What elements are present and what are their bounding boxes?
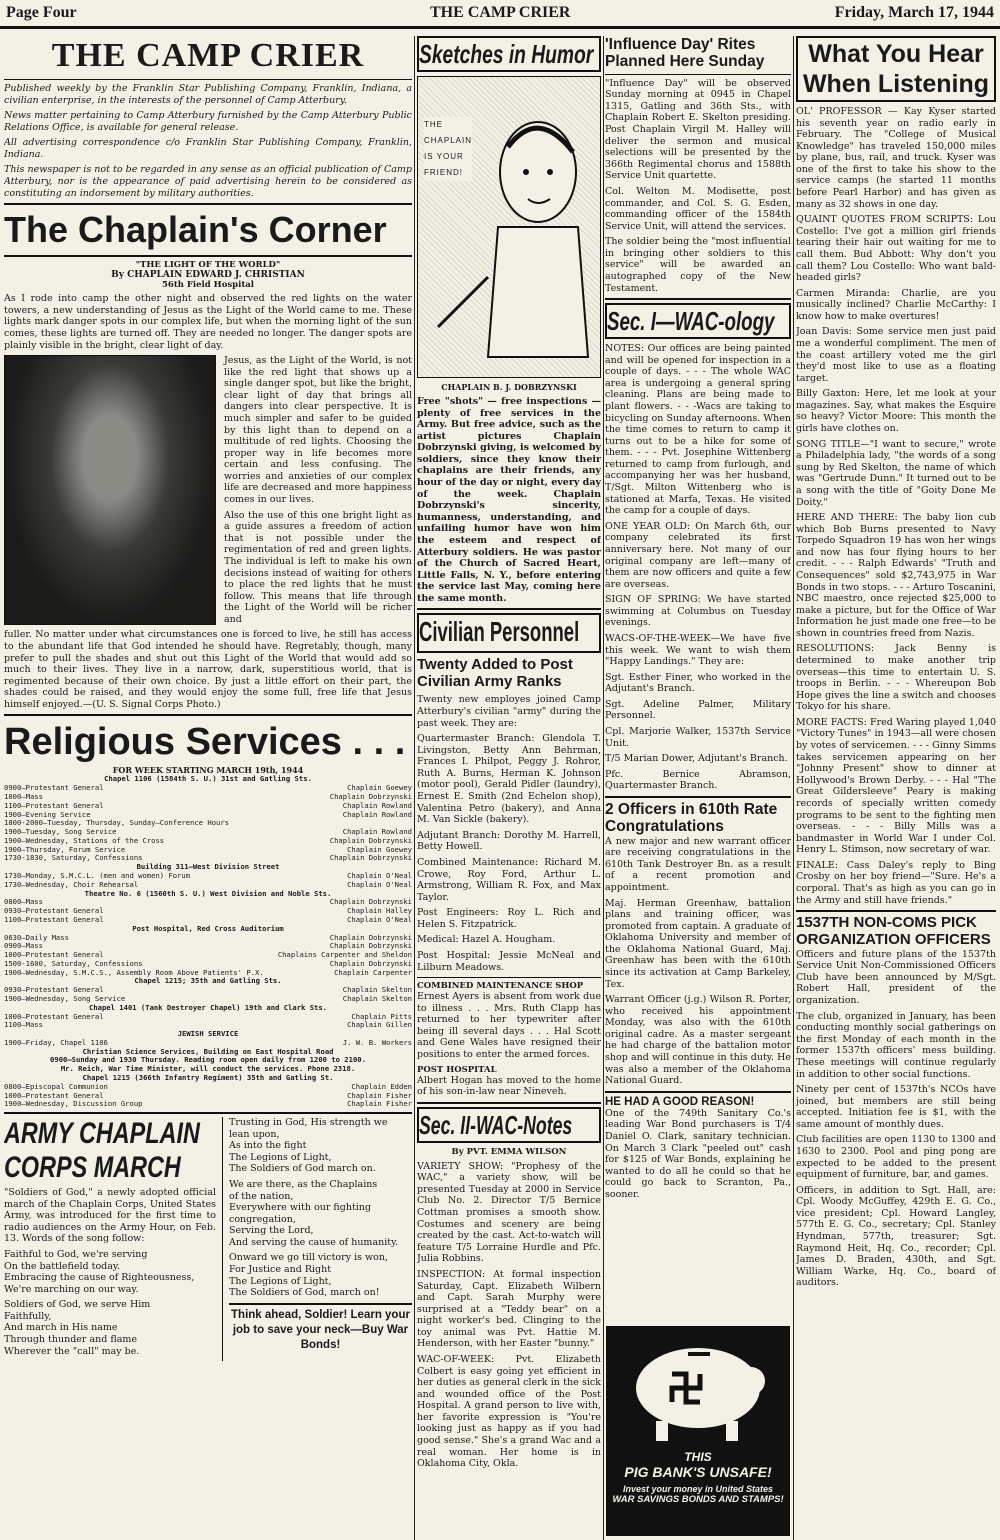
wac2-p3: WAC-OF-WEEK: Pvt. Elizabeth Colbert is easy going yet efficient in her duties as general clerk in the sick and wounded office of the Post Hospital. A grand person to live with, her favorite expression is "You're looking just as happy as if you had good sense." She's a grand Wac and a real woman. Her home is in Oklahoma City, Okla.	[417, 1354, 601, 1470]
march-title-1: ARMY CHAPLAIN	[4, 1117, 200, 1151]
wac1-p8: T/5 Marian Dower, Adjutant's Branch.	[605, 753, 788, 765]
service-row	[4, 828, 412, 837]
service-time: 1900—Wednesday, Discussion Group	[4, 1100, 143, 1109]
service-location-heading: Chapel 1401 (Tank Destroyer Chapel) 19th and Clark Sts.	[89, 1003, 327, 1012]
service-row	[4, 986, 412, 995]
wac1-p4: WACS-OF-THE-WEEK—We have five this week. We want to wish them "Happy Landings." They are:	[605, 633, 791, 668]
service-row	[4, 907, 412, 916]
chaplain-photo	[4, 355, 216, 625]
service-time: 1730—Monday, S.M.C.L. (men and women) Forum	[4, 872, 191, 881]
staff-p1: Published weekly by the Franklin Star Publishing Company, Franklin, Indiana, a civilian enterprise, in the interests of the personnel of Camp Atterbury.	[4, 83, 412, 106]
pig-bank-icon	[606, 1326, 790, 1446]
service-row	[4, 802, 412, 811]
column-divider	[414, 36, 415, 1540]
hear-p1: OL' PROFESSOR — Kay Kyser started his seventh year on radio early in February. The "College of Musical Knowledge" has traveled 150,000 miles by plane, bus, rail, and truck. Kyser was one of the first to take his show to the service camps (he started 11 months before Pearl Harbor) and has given as many as 32 shows in one day.	[796, 106, 996, 210]
service-time: 1000—Protestant General	[4, 1091, 104, 1100]
noncoms-p5: Officers, in addition to Sgt. Hall, are: Cpl. Woody McGuffey, 429th E. G. Co., vice president; Cpl. Howard Langley, 577th E. G. Co., secretary; Cpl. Stanley Hyndman, 577th, treasurer; Sgt. Raymond Heit, Hq. Co., recorder; Cpl. James D. Braden, 430th, and Sgt. William Warke, Hq. Co., board of auditors.	[796, 1184, 996, 1289]
sermon-p1: As I rode into camp the other night and observed the red lights on the water towers, a new understanding of Jesus as the Light of the World came to me. These lights mark danger spots in our complex life, but when the morning light of the sun comes, these lights are turned off. They are needed no longer. The danger spots are plainly visible in the bright, clear light of day.	[4, 293, 412, 351]
influence-p3: The soldier being the "most influential in bringing other soldiers to this service" will be awarded an autographed copy of the New Testament.	[605, 236, 791, 294]
masthead	[0, 0, 1000, 29]
service-row	[4, 934, 412, 943]
issue-date: Friday, March 17, 1944	[834, 4, 994, 21]
march-verse-2: Soldiers of God, we serve Him Faithfully, And march in His name Through thunder and flame Wherever the "call" may be.	[4, 1299, 151, 1357]
influence-p2: Col. Welton M. Modisette, post commander, and Col. S. G. Esden, commanding officer of the 1584th Service Unit, will attend the services.	[605, 185, 791, 232]
civilian-p2: Quartermaster Branch: Glendola T. Livingston, Betty Ann Behrman, Frances I. Philpot, Peggy J. Rohror, Ruth A. Burns, Herman K. Johnson (motor pool), Gerald Pidler (laundry), Ernest E. Smith (2nd Echelon shop), Valentina Petro (bakery), and Anna M. Van Sickle (bakery).	[417, 733, 601, 826]
noncoms-p3: Ninety per cent of 1537th's NCOs have joined, but members are still being accepted. Initiation fee is $1, with the same amount of monthly dues.	[796, 1084, 996, 1130]
service-row	[4, 811, 412, 820]
wac1-p5: Sgt. Esther Finer, who worked in the Adjutant's Branch.	[605, 671, 791, 695]
christian-science-line: Christian Science Services, Building on East Hospital Road	[82, 1047, 334, 1056]
column-third	[605, 36, 791, 1540]
sermon-p4: fuller. No matter under what circumstances one is forced to live, he still has access to the abundant life that God intended he should have. Regretably, though, many prefer to pull the shades and shut out this Light of the World that would add so much to their lives. They live in a narrow, dark, superstitious world, that is regimented because of their own choice. By just a little effort on their part, the shades could be raised, and they would enjoy the some full, free life that Jesus himself enjoyed.—(U. S. Signal Corps Photo.)	[4, 629, 412, 710]
service-time: 1900—Wednesday, S.M.C.S., Assembly Room Above Patients' P.X.	[4, 968, 264, 977]
service-row	[4, 1092, 412, 1101]
pig-bank-ad	[606, 1326, 790, 1536]
service-row	[4, 872, 412, 881]
service-officiant: Chaplain Pitts	[351, 1012, 412, 1021]
influence-headline: 'Influence Day' Rites Planned Here Sunday	[605, 36, 765, 71]
civilian-p8: Ernest Ayers is absent from work due to illness . . . Mrs. Ruth Clapp has returned to her typewriter after being ill several days . . . Hal Scott and Gene Wales have resigned their positions to enter the armed forces.	[417, 991, 601, 1061]
service-row	[4, 819, 412, 828]
staff-p4: This newspaper is not to be regarded in any sense as an official publication of Camp Atterbury, nor is the appearance of paid advertising herein to be considered as constituting an indorsement by military authorities.	[4, 164, 412, 199]
column-right	[796, 36, 996, 1540]
hear-title-1: What You Hear	[808, 40, 984, 68]
service-time: 0800—Episcopal Communion	[4, 1082, 108, 1091]
officers-headline: 2 Officers in 610th Rate Congratulations	[605, 800, 778, 836]
wac1-p1: NOTES: Our offices are being painted and will be opened for inspection in a couple of days. - - - The whole WAC area is undergoing a general spring cleaning. Plans are being made to plant flowers. - - -Wacs are taking to bicycling on Sunday afternoons. When the time comes to return to camp it turns out to be a hike for some of them. - - - Pvt. Josephine Wittenberg returned to camp from furlough, and accompanying her was her husband, T/Sgt. Milton Wittenberg who is stationed at Marfa, Texas. He visited the camp for a couple of days.	[605, 343, 791, 517]
service-time: 0930—Protestant General	[4, 907, 104, 916]
civilian-p6: Medical: Hazel A. Hougham.	[417, 934, 556, 946]
service-row	[4, 1083, 412, 1092]
wac1-p3: SIGN OF SPRING: We have started swimming at Columbus on Tuesday evenings.	[605, 594, 791, 629]
service-officiant: Chaplain Gillen	[347, 1021, 412, 1030]
ad-line-1: THIS	[684, 1450, 712, 1464]
service-location-heading: Chapel 1215; 35th and Gatling Sts.	[134, 977, 282, 986]
service-time: 1100—Mass	[4, 1021, 43, 1030]
march-title-2: CORPS MARCH	[4, 1151, 181, 1185]
sketch-tag-2: CHAPLAIN	[424, 136, 473, 145]
column-second	[417, 36, 601, 1540]
service-location-heading: Post Hospital, Red Cross Auditorium	[132, 924, 284, 933]
service-time: 1900—Wednesday, Song Service	[4, 994, 126, 1003]
civilian-p9: Albert Hogan has moved to the home of his son-in-law near Nineveh.	[417, 1074, 601, 1098]
religious-services-title: Religious Services . . .	[4, 721, 406, 764]
service-officiant: Chaplain Fisher	[347, 1100, 412, 1109]
service-officiant: Chaplain Dobrzynski	[329, 854, 412, 863]
march-verse-3: Trusting in God, His strength we lean upon, As into the fight The Legions of Light, The Soldiers of God march on.	[229, 1117, 388, 1175]
wac1-p2: ONE YEAR OLD: On March 6th, our company celebrated its first anniversary here. Not many of our original company are left—many of them are now officers and quite a few are overseas.	[605, 520, 791, 590]
service-row	[4, 1039, 412, 1048]
sketch-caption: CHAPLAIN B. J. DOBRZYNSKI	[441, 382, 577, 392]
service-row	[4, 881, 412, 890]
service-location-heading: Theatre No. 6 (1560th S. U.) West Division and Noble Sts.	[84, 889, 332, 898]
service-officiant: Chaplain Rowland	[342, 810, 412, 819]
sermon-title: "THE LIGHT OF THE WORLD"	[135, 260, 281, 271]
service-officiant: Chaplain Skelton	[342, 986, 412, 995]
service-time: 0900—Protestant General	[4, 784, 104, 793]
service-time: 1000—Protestant General	[4, 951, 104, 960]
service-row	[4, 916, 412, 925]
wac1-p9: Pfc. Bernice Abramson, Quartermaster Branch.	[605, 768, 791, 792]
service-officiant: Chaplain Dobrzynski	[329, 942, 412, 951]
service-officiant: Chaplain Goewey	[347, 845, 412, 854]
service-officiant: Chaplain Dobrzynski	[329, 933, 412, 942]
officers-p2: Maj. Herman Greenhaw, battalion plans and training officer, was promoted from captain. A graduate of Oklahoma University and member of the Oklahoma National Guard, Maj. Greenhaw has been with the 610th since its activation at Camp Barkeley, Tex.	[605, 897, 791, 990]
civilian-headline: Twenty Added to Post Civilian Army Ranks	[417, 656, 573, 690]
chaplain-corner-title: The Chaplain's Corner	[4, 209, 387, 251]
noncoms-headline: 1537TH NON-COMS PICK ORGANIZATION OFFICERS	[796, 914, 991, 948]
service-time: 1500-1600, Saturday, Confessions	[4, 959, 143, 968]
service-time: 0800—Mass	[4, 898, 43, 907]
wac-notes-title: Sec. II-WAC-Notes	[419, 1109, 573, 1140]
service-officiant: Chaplain Dobrzynski	[329, 959, 412, 968]
column-divider	[603, 36, 604, 1540]
staff-box-title: THE CAMP CRIER	[51, 37, 365, 74]
ad-line-2: PIG BANK'S UNSAFE!	[624, 1464, 772, 1480]
war-bonds-ad: Think ahead, Soldier! Learn your job to save your neck—Buy War Bonds!	[231, 1308, 410, 1351]
march-verse-4: We are there, as the Chaplains of the nation, Everywhere with our fighting congregation, Serving the Lord, And serving the cause of humanity.	[229, 1179, 399, 1248]
chaplain-sketch	[417, 76, 601, 378]
service-row	[4, 784, 412, 793]
paper-name: THE CAMP CRIER	[430, 4, 571, 21]
hear-p4: Joan Davis: Some service men just paid me a wonderful compliment. The men of the coast artillery voted me the girl they'd most like to use as a floating target.	[796, 326, 996, 384]
wac1-p7: Cpl. Marjorie Walker, 1537th Service Unit.	[605, 726, 791, 749]
civilian-p3: Adjutant Branch: Dorothy M. Harrell, Betty Howell.	[417, 829, 601, 853]
service-officiant: Chaplain Rowland	[342, 828, 412, 837]
service-officiant: Chaplain O'Neal	[347, 915, 412, 924]
noncoms-p4: Club facilities are open 1130 to 1300 and 1630 to 2300. Pool and ping pong are expected to be added to the present equipment of furniture, bar, and games.	[796, 1134, 996, 1181]
service-location-heading: Chapel 1215 (366th Infantry Regiment) 35th and Gatling St.	[82, 1074, 334, 1082]
week-heading: FOR WEEK STARTING MARCH 19th, 1944	[112, 765, 304, 776]
caricature-drawing	[418, 77, 601, 377]
good-reason-p1: One of the 749th Sanitary Co.'s leading War Bond purchasers is T/4 Daniel O. Clark, sanitary technician. On March 3 Clark "peeled out" cash for $125 of War Bonds, explaining he wanted to do all he could so that he could go back to Scranton, Pa., sooner.	[605, 1107, 791, 1200]
service-row	[4, 837, 412, 846]
service-time: 1900—Evening Service	[4, 810, 91, 819]
ad-line-3: Invest your money in United States	[622, 1484, 774, 1494]
sermon-author: By CHAPLAIN EDWARD J. CHRISTIAN	[111, 270, 305, 281]
service-officiant: J. W. B. Workers	[342, 1038, 412, 1047]
sketch-tag-3: IS YOUR	[424, 152, 464, 161]
service-row	[4, 1100, 412, 1109]
civilian-p5: Post Engineers: Roy L. Rich and Helen S. Fitzpatrick.	[417, 907, 601, 930]
hospital-heading: POST HOSPITAL	[417, 1064, 497, 1075]
author-unit: 56th Field Hospital	[161, 280, 255, 291]
service-time: 0900—Mass	[4, 942, 43, 951]
sermon-p3: Also the use of this one bright light as a guide assures a freedom of action that is not possible under the regimentation of red and green lights. The individual is left to make his own decisions instead of waiting for others to place the red lights that he must follow. This means that life through the Light of the World will be richer and	[224, 509, 412, 625]
influence-p1: "Influence Day" will be observed Sunday morning at 0945 in Chapel 1315, Gatling and 36th Sts., with Chaplain Robert E. Skelton presiding. Post Chaplain Virgil M. Halley will deliver the sermon and musical selections will be presented by the 366th Regimental chorus and 1588th Service Unit quartette.	[605, 77, 791, 182]
service-officiant: Chaplain Dobrzynski	[329, 898, 412, 907]
service-row	[4, 1013, 412, 1022]
civilian-personnel-title: Civilian Personnel	[419, 616, 580, 648]
hear-p10: FINALE: Cass Daley's reply to Bing Crosby on her boy friend—"Sure. He's a corporal. That's as high as you can go in the Army and still have friends."	[796, 859, 996, 906]
sketch-text: Free "shots" — free inspections — plenty of free services in the Army. But free advice, such as the artist pictures Chaplain Dobrzynski giving, is welcomed by soldiers, since they know their chaplains are their friends, any hour of the day or night, every day of the week. Chaplain Dobrzynski's sincerity, humanness, understanding, and unfailing humor have won him the esteem and respect of Atterbury soldiers. He was pastor of the Church of Sacred Heart, Little Falls, N. Y., before entering the service last May, coming here the same month.	[417, 396, 601, 604]
wac-notes-byline: By PVT. EMMA WILSON	[451, 1146, 567, 1157]
service-row	[4, 793, 412, 802]
noncoms-p1: Officers and future plans of the 1537th Service Unit Non-Commissioned Officers Club have been announced by M/Sgt. Robert Hall, president of the organization.	[796, 948, 996, 1007]
service-officiant: Chaplain Fisher	[347, 1091, 412, 1100]
service-time: 1000—Mass	[4, 793, 43, 801]
service-officiant: Chaplain Skelton	[342, 994, 412, 1003]
service-time: 0930—Protestant General	[4, 986, 104, 995]
services-schedule	[4, 775, 412, 1109]
staff-p2: News matter pertaining to Camp Atterbury furnished by the Camp Atterbury Public Relations Office, is available for general release.	[4, 110, 412, 133]
hear-p8: RESOLUTIONS: Jack Benny is determined to make another trip overseas—this time to entertain U. S. troops in Berlin. - - - Whereupon Bob Hope gives the line a switch and chooses Tokyo for his share.	[796, 643, 996, 713]
sketch-tag-1: THE	[424, 120, 443, 129]
ad-line-4: WAR SAVINGS BONDS AND STAMPS!	[612, 1494, 784, 1505]
service-officiant: Chaplain Goewey	[347, 784, 412, 793]
christian-science-line: 0900—Sunday and 1930 Thursday. Reading room open daily from 1200 to 2100.	[50, 1056, 366, 1065]
sermon-p2: Jesus, as the Light of the World, is not like the red light that shows up a single danger spot, but like the bright, clear light of day that brings all dangers into clear perspective. It is much simpler and safer to be guided by this light than to depend on a multitude of red lights. Choosing the proper way in life becomes more certain and less confusing. The worries and anxieties of our complex life are decreased and more happiness comes in our lives.	[224, 355, 412, 506]
civilian-p1: Twenty new employes joined Camp Atterbury's civilian "army" during the past week. They are:	[417, 694, 601, 729]
service-time: 1100—Protestant General	[4, 915, 104, 924]
officers-p3: Warrant Officer (j.g.) Wilson R. Porter, who received his appointment Monday, was also with the 610th original cadre. As a master sergeant he had charge of the battalion motor shop and will continue in this duty. He was also a member of the Oklahoma National Guard.	[605, 994, 791, 1087]
service-officiant: Chaplain Edden	[351, 1082, 412, 1091]
sketch-tag-4: FRIEND!	[424, 168, 463, 177]
service-time: 1900—Tuesday, Song Service	[4, 828, 117, 837]
civilian-p4: Combined Maintenance: Richard M. Crowe, Roy Ford, Arthur L. Armstrong, William R. Fox, and Max Taylor.	[417, 856, 601, 903]
hear-title-2: When Listening	[802, 70, 990, 98]
wac2-p1: VARIETY SHOW: "Prophesy of the WAC," a variety show, will be presented Tuesday at 2000 in Service Club No. 2. Director T/5 Bernice Cottman promises a smooth show. Costumes and scenery are being created by the cast. Act-to-watch will feature T/5 Lorraine Hurdle and Pfc. Julia Robbins.	[417, 1160, 601, 1265]
noncoms-p2: The club, organized in January, has been conducting monthly social gatherings on the first Monday of each month in the former 1537th officers' mess building. These meetings will continue regularly in addition to other social functions.	[796, 1010, 996, 1080]
wac2-p2: INSPECTION: At formal inspection Saturday, Capt. Elizabeth Wilbern and Capt. Sarah Murphy were surprised at a "Teddy bear" on a night worker's bed. Clinging to the toy animal was Pvt. Hattie M. Henderson, with her Easter "bunny."	[417, 1268, 601, 1350]
service-time: 1900—Thursday, Forum Service	[4, 845, 126, 854]
good-reason-headline: HE HAD A GOOD REASON!	[605, 1095, 755, 1108]
service-time: 1730-1830, Saturday, Confessions	[4, 854, 143, 863]
service-location-heading: Building 311—West Division Street	[136, 863, 280, 872]
staff-p3: All advertising correspondence c/o Franklin Star Publishing Company, Franklin, Indiana.	[4, 137, 412, 160]
service-officiant: Chaplain Halley	[347, 907, 412, 916]
service-officiant: Chaplain Rowland	[342, 801, 412, 810]
service-row	[4, 942, 412, 951]
service-officiant: Chaplain Dobrzynski	[329, 793, 412, 801]
column-left	[4, 36, 412, 1540]
service-time: 1800-2000—Tuesday, Thursday, Sunday—Conference Hours	[4, 819, 230, 828]
sketches-title: Sketches in Humor	[419, 39, 594, 69]
hear-p6: SONG TITLE—"I want to secure," wrote a Philadelphia lady, "the words of a song sung by Red Skelton, the name of which was "Gertrude Dunn." It turned out to be a song with the title of "Goity Done Me Doity."	[796, 438, 996, 508]
hear-p7: HERE AND THERE: The baby lion cub which Bob Burns presented to Navy Torpedo Squadron 19 has won her wings and now has four flying hours to her credit. - - - Ralph Edwards' "Truth and Consequences" sold $2,743,975 in War Bonds in two stops. - - - Arturo Toscanini, NBC maestro, once rejected $25,000 to make a picture, but for the Office of War Information he just made one free—to be shown in countries freed from Nazis.	[796, 512, 996, 639]
service-time: 1900—Friday, Chapel 1106	[4, 1038, 108, 1047]
service-row	[4, 960, 412, 969]
hear-p9: MORE FACTS: Fred Waring played 1,040 "Victory Tunes" in 1943—all were chosen by votes of servicemen. - - - Ginny Simms takes servicemen appearing on her "Johnny Present" show to dinner at Hollywood's Brown Derby. - - - Hal "The Great Gildersleeve" Peary is making records of specially written comedy programs to be sent to the fighting men overseas. - - - Billy Mills was a bandmaster in World War I under Col. Henry L. Stimson, now secretary of war.	[796, 716, 996, 856]
hear-p5: Billy Gaxton: Here, let me look at your magazines. Say, what makes the Esquire so heavy? Victor Moore: This month the girls have clothes on.	[796, 388, 996, 435]
service-officiant: Chaplain O'Neal	[347, 872, 412, 881]
service-officiant: Chaplains Carpenter and Sheldon	[277, 951, 412, 960]
hear-p2: QUAINT QUOTES FROM SCRIPTS: Lou Costello: I've got a million girl friends tearing their hair out waiting for me to call them. Bud Abbott: Why don't you call them? Lou Costello: Who want bald-headed girls?	[796, 214, 996, 284]
service-time: 1730—Wednesday, Choir Rehearsal	[4, 880, 139, 889]
wac-ology-title: Sec. I—WAC-ology	[607, 306, 775, 337]
service-time: 0630—Daily Mass	[4, 933, 69, 942]
march-verse-1: Faithful to God, we're serving On the battlefield today. Embracing the cause of Righteousness, We're marching on our way.	[4, 1249, 195, 1295]
officers-p1: A new major and new warrant officer are receiving congratulations in the 610th Tank Destroyer Bn. as a result of a recent promotion and appointment.	[605, 835, 791, 893]
service-officiant: Chaplain Carpenter	[334, 968, 412, 977]
civilian-p7: Post Hospital: Jessie McNeal and Lilburn Meadows.	[417, 949, 601, 973]
page-number: Page Four	[6, 4, 77, 21]
service-time: 1900—Wednesday, Stations of the Cross	[4, 836, 165, 845]
maintenance-heading: COMBINED MAINTENANCE SHOP	[417, 981, 584, 992]
service-officiant: Chaplain Dobrzynski	[329, 836, 412, 845]
service-row	[4, 898, 412, 907]
hear-p3: Carmen Miranda: Charlie, are you musically inclined? Charlie McCarthy: I know how to make overtures!	[796, 287, 996, 322]
service-time: 1100—Protestant General	[4, 801, 104, 810]
service-row	[4, 995, 412, 1004]
march-verse-5: Onward we go till victory is won, For Justice and Right The Legions of Light, The Soldiers of God, march on!	[229, 1252, 389, 1299]
column-divider	[793, 36, 794, 1540]
service-time: 1000—Protestant General	[4, 1012, 104, 1021]
service-row	[4, 951, 412, 960]
service-row	[4, 1021, 412, 1030]
wac1-p6: Sgt. Adeline Palmer, Military Personnel.	[605, 698, 791, 722]
service-officiant: Chaplain O'Neal	[347, 880, 412, 889]
service-row	[4, 969, 412, 978]
service-location-heading: Chapel 1106 (1584th S. U.) 31st and Gatling Sts.	[104, 775, 312, 784]
service-location-heading: JEWISH SERVICE	[177, 1030, 239, 1039]
christian-science-line: Mr. Reich, War Time Minister, will conduct the services. Phone 2318.	[60, 1065, 356, 1074]
service-row	[4, 854, 412, 863]
service-row	[4, 846, 412, 855]
march-intro: "Soldiers of God," a newly adopted official march of the Chaplain Corps, United States Army, was introduced for the first time to radio audiences on the Army Hour, on Feb. 13. Words of the song follow:	[4, 1187, 216, 1245]
